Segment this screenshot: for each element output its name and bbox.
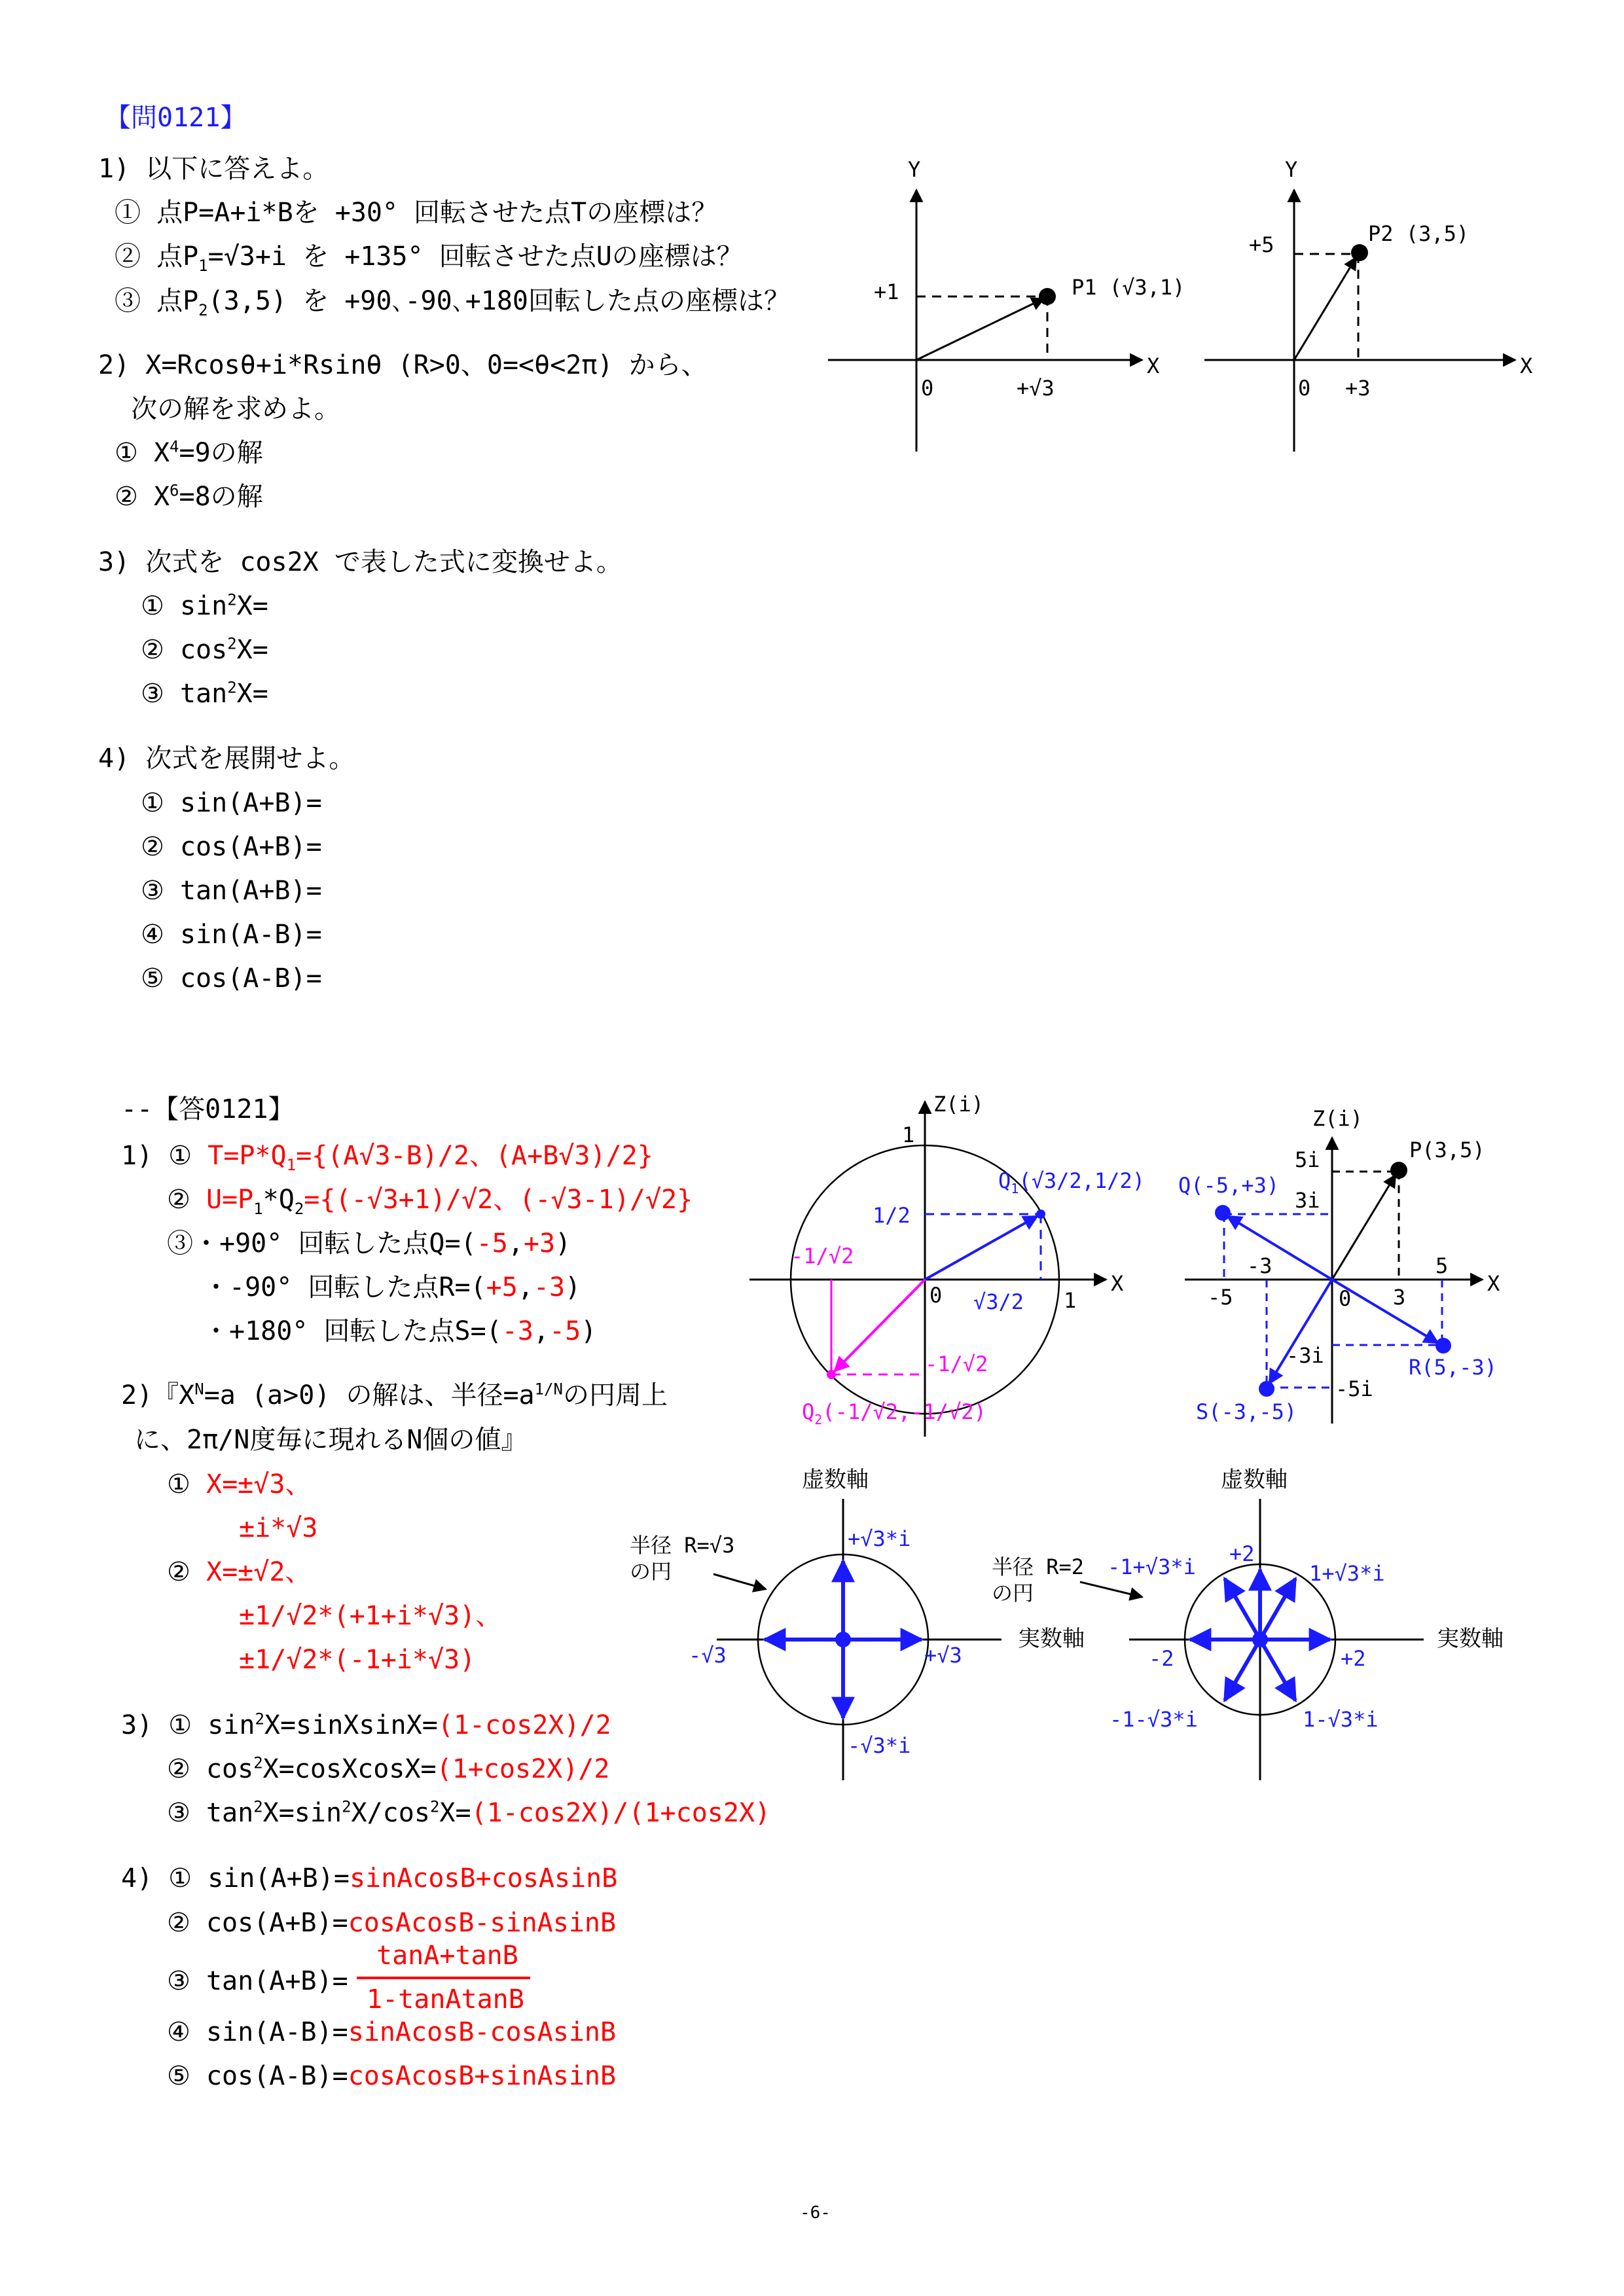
fig5-right: +√3 <box>924 1643 962 1668</box>
fig2-point-label: P2 (3,5) <box>1368 221 1470 246</box>
fig3-q2-vector <box>835 1280 925 1371</box>
fig1-y-label: Y <box>908 157 921 182</box>
fig5-circle-label2: の円 <box>630 1559 672 1584</box>
a4-line5: ⑤ cos(A-B)=cosAcosB+sinAsinB <box>167 2061 617 2091</box>
fig4-q-vector <box>1227 1216 1332 1280</box>
fig1-xval: +√3 <box>1017 376 1055 401</box>
fig4-neg3i: -3i <box>1286 1343 1324 1368</box>
fig6-lr: 1-√3*i <box>1303 1707 1379 1732</box>
fig3-q1-point <box>1036 1210 1045 1219</box>
fig1-vector <box>916 298 1044 360</box>
fig3-one-top: 1 <box>902 1122 915 1147</box>
fig4-q-point <box>1215 1205 1231 1221</box>
answer-title: --【答0121】 <box>121 1094 295 1124</box>
figure-pqrs <box>1178 1106 1500 1424</box>
fig4-p-point <box>1390 1162 1407 1179</box>
q2-item1: ① $X^4=9$の解 <box>115 437 263 468</box>
fig5-top: +√3*i <box>848 1526 911 1551</box>
q4-item5: ⑤ cos(A-B)= <box>141 963 322 994</box>
fig5-real-label: 実数軸 <box>1018 1626 1085 1652</box>
fig5-pointer <box>713 1574 766 1589</box>
fig2-point <box>1351 244 1368 261</box>
fig3-q1-vector <box>925 1216 1038 1280</box>
fig3-q2-label: $Q_2(-1/√2,-1/√2)$ <box>802 1399 986 1427</box>
fig5-origin-dot <box>835 1632 851 1647</box>
a3-line1: 3) ① $\sin^2X=sinXsinX=(1-\cos 2X)/2$ <box>121 1710 611 1740</box>
fig4-p-vector <box>1332 1175 1396 1280</box>
fig6-ur: 1+√3*i <box>1309 1561 1385 1586</box>
a3-line3: ③ $\tan^2X=\sin^2X/\cos^2X=(1-\cos 2X)/(1+\cos 2X)$ <box>167 1797 771 1828</box>
fig3-one-right: 1 <box>1064 1288 1077 1313</box>
fig4-s-label: S(-3,-5) <box>1196 1399 1297 1424</box>
fig1-origin: 0 <box>921 376 934 401</box>
q3-item2: ② $\cos^2X=$ <box>141 634 268 665</box>
fig6-circle-label2: の円 <box>992 1581 1034 1605</box>
a2-line1: 2)『$X^N=a$ (a>0) の解は、半径$=a^{1/N}$の円周上 <box>121 1380 668 1410</box>
fig6-left: -2 <box>1149 1646 1174 1671</box>
fig1-point-label: P1 (√3,1) <box>1072 275 1185 300</box>
fig3-neg-inv-left: -1/√2 <box>791 1244 854 1268</box>
a1-line5: ・+180° 回転した点S=(-3,-5) <box>203 1316 597 1346</box>
a4-line2: ② cos(A+B)=cosAcosB-sinAsinB <box>167 1908 617 1938</box>
fig6-origin-dot <box>1252 1632 1268 1647</box>
q2-item2: ② $X^6=8$の解 <box>115 481 263 512</box>
fig4-z-label: Z(i) <box>1312 1106 1363 1131</box>
a4-line4: ④ sin(A-B)=sinAcosB-cosAsinB <box>167 2017 617 2047</box>
fig4-q-label: Q(-5,+3) <box>1178 1173 1280 1198</box>
q4-heading: 4) 次式を展開せよ。 <box>98 744 355 774</box>
a1-line4: ・-90° 回転した点R=(+5,-3) <box>203 1272 581 1302</box>
fig4-neg5i: -5i <box>1335 1376 1373 1401</box>
fig1-point <box>1039 288 1056 305</box>
a2-item1-answer: X=±√3、 <box>206 1469 312 1499</box>
a2-item2-answer3: ±1/√2*(-1+i*√3) <box>239 1645 476 1675</box>
fig6-arrow-ur <box>1260 1579 1295 1640</box>
fig6-ul: -1+√3*i <box>1108 1554 1196 1579</box>
q3-item1: ① $\sin^2X=$ <box>141 590 268 621</box>
fig6-imag-label: 虚数軸 <box>1221 1467 1288 1493</box>
fig6-real-label: 実数軸 <box>1437 1626 1504 1652</box>
a1-line1: 1) ① $T=P*Q_1=\{(A√3-B)/2$、(A+B√3)/2} <box>121 1141 653 1174</box>
fig4-5i: 5i <box>1295 1147 1320 1172</box>
fig5-left: -√3 <box>689 1643 727 1668</box>
question-title: 【問0121】 <box>105 103 247 133</box>
figure-roots-2 <box>992 1467 1504 1780</box>
q4-item4: ④ sin(A-B)= <box>141 920 322 950</box>
a2-item2-answer2: ±1/√2*(+1+i*√3)、 <box>239 1601 502 1631</box>
fig4-zero: 0 <box>1339 1286 1352 1311</box>
fig3-neg-inv-bottom: -1/√2 <box>925 1352 988 1376</box>
a4-line1: 4) ① sin(A+B)=sinAcosB+cosAsinB <box>121 1863 618 1893</box>
figure-p2 <box>1204 157 1532 452</box>
a2-item2-answer: X=±√2、 <box>206 1557 312 1587</box>
fig4-three: 3 <box>1393 1285 1406 1310</box>
fig1-plus1: +1 <box>874 279 899 304</box>
q3-item3: ③ $\tan^2X=$ <box>141 678 268 709</box>
fig2-xval: +3 <box>1345 376 1371 401</box>
figure-unit-circle <box>749 1092 1145 1437</box>
a4-line3-numerator: tanA+tanB <box>376 1941 518 1971</box>
fig2-origin: 0 <box>1298 376 1311 401</box>
fig4-p-label: P(3,5) <box>1409 1138 1485 1162</box>
figure-p1 <box>828 157 1185 452</box>
a1-line3: ③・+90° 回転した点Q=(-5,+3) <box>167 1229 571 1259</box>
a2-line2: に、2π/N度毎に現れるN個の値』 <box>134 1425 528 1455</box>
a3-line2: ② $\cos^2X=cosXcosX=(1+\cos 2X)/2$ <box>167 1753 610 1784</box>
fig5-circle-label1: 半径 R=√3 <box>630 1533 735 1558</box>
fig3-x-label: X <box>1111 1271 1124 1296</box>
fig3-half: 1/2 <box>873 1203 911 1228</box>
figure-roots-sqrt3 <box>630 1467 1085 1780</box>
fig4-x-label: X <box>1487 1271 1500 1296</box>
fig2-vector <box>1294 257 1356 360</box>
fig6-ll: -1-√3*i <box>1110 1707 1198 1732</box>
fig4-neg3: -3 <box>1247 1253 1272 1278</box>
a1-line2: ② $U=P_1*Q_2=\{(-√3+1)/√2$、(-√3-1)/√2} <box>167 1185 693 1218</box>
fig4-r-point <box>1435 1338 1451 1354</box>
q1-heading: 1) 以下に答えよ。 <box>98 154 329 184</box>
a2-item1-answer2: ±i*√3 <box>239 1513 318 1543</box>
fig4-s-point <box>1259 1381 1274 1397</box>
fig6-arrow-lr <box>1260 1640 1295 1700</box>
fig5-bottom: -√3*i <box>848 1733 911 1758</box>
q2-line2: 次の解を求めよ。 <box>131 394 340 424</box>
fig6-top: +2 <box>1229 1541 1255 1566</box>
fig6-arrow-ll <box>1225 1640 1260 1700</box>
fig5-imag-label: 虚数軸 <box>802 1467 869 1493</box>
fig4-five: 5 <box>1435 1253 1449 1278</box>
a2-item2-num: ② <box>167 1557 190 1587</box>
fig6-pointer <box>1080 1582 1142 1597</box>
q4-item3: ③ tan(A+B)= <box>141 876 322 906</box>
a4-line3-denominator: 1-tanAtanB <box>367 1984 524 2015</box>
fig6-arrow-ul <box>1225 1579 1260 1640</box>
fig4-r-label: R(5,-3) <box>1409 1355 1497 1380</box>
fig4-3i: 3i <box>1295 1188 1320 1213</box>
fig3-zero: 0 <box>929 1283 943 1308</box>
fig3-q2-point <box>827 1370 836 1379</box>
fig3-sqrt3-half: √3/2 <box>973 1289 1024 1314</box>
q2-line1: 2) X=Rcosθ+i*Rsinθ (R>0、0=<θ<2π) から、 <box>98 350 708 380</box>
q4-item2: ② cos(A+B)= <box>141 832 322 862</box>
fig2-x-label: X <box>1520 353 1533 378</box>
a2-item1-num: ① <box>167 1469 190 1499</box>
page-number: -6- <box>800 2203 831 2223</box>
fig4-neg5: -5 <box>1208 1285 1233 1310</box>
q3-heading: 3) 次式を cos2X で表した式に変換せよ。 <box>98 547 623 577</box>
fig2-y-label: Y <box>1285 157 1298 182</box>
fig6-right: +2 <box>1341 1646 1366 1671</box>
fig3-q1-label: $Q_1(√3/2,1/2)$ <box>998 1168 1145 1196</box>
fig1-x-label: X <box>1147 353 1160 378</box>
q1-item2: ② 点$P_1=√3+i$ を +135° 回転させた点Uの座標は？ <box>115 242 743 275</box>
fig3-z-label: Z(i) <box>933 1092 984 1117</box>
fig6-circle-label1: 半径 R=2 <box>992 1554 1085 1579</box>
q1-item3: ③ 点$P_2(3,5)$ を +90､-90､+180回転した点の座標は？ <box>115 286 791 319</box>
q4-item1: ① sin(A+B)= <box>141 788 322 818</box>
fig4-s-vector <box>1269 1280 1332 1384</box>
a4-line3-label: ③ tan(A+B)= <box>167 1966 348 1996</box>
q1-item1: ① 点P=A+i*Bを +30° 回転させた点Tの座標は？ <box>115 198 718 228</box>
fig2-plus5: +5 <box>1249 232 1274 257</box>
